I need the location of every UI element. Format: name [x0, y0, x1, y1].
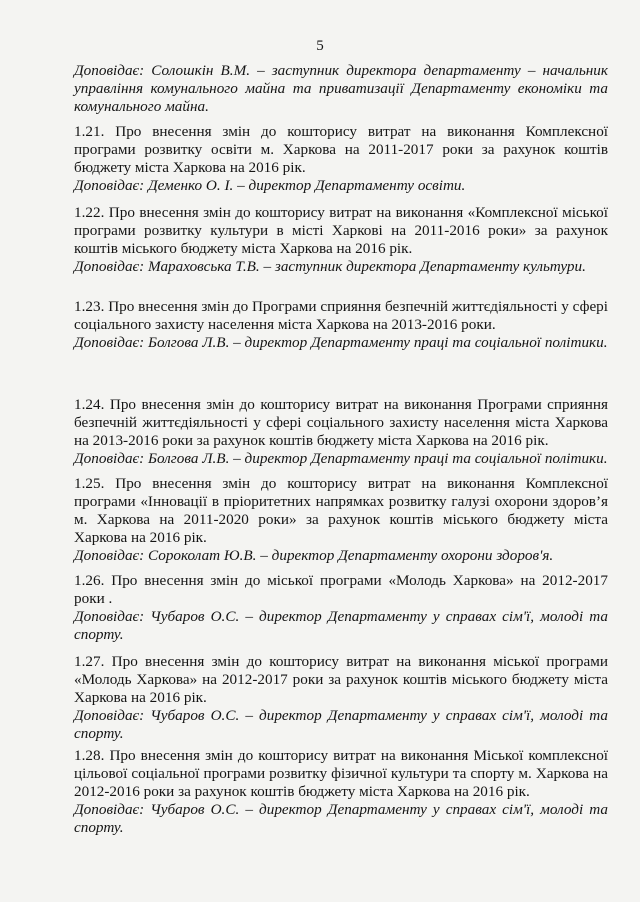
agenda-item-text	[74, 653, 608, 707]
agenda-item-text	[74, 396, 608, 450]
speaker-line: Доповідає: Чубаров О.С. – директор Департаменту у справах сім'ї, молоді та спорту.	[74, 801, 608, 836]
item-text: Про внесення змін до кошторису витрат на виконання Програми сприяння безпечній життєдіяльності у сфері соціального захисту населення міста Харкова на 2013-2016 роки за рахунок коштів бюджету міста Харкова на 2016 рік.	[74, 396, 608, 449]
item-text: Про внесення змін до Програми сприяння безпечній життєдіяльності у сфері соціального захисту населення міста Харкова на 2013-2016 роки.	[74, 298, 608, 333]
agenda-item-1-24	[74, 396, 608, 468]
speaker-line: Доповідає: Сороколат Ю.В. – директор Департаменту охорони здоров'я.	[74, 547, 554, 564]
agenda-item-text	[74, 204, 608, 258]
agenda-item-1-25	[74, 475, 608, 565]
item-number: 1.23.	[74, 298, 105, 315]
speaker-line: Доповідає: Чубаров О.С. – директор Департаменту у справах сім'ї, молоді та спорту.	[74, 608, 608, 643]
item-text: Про внесення змін до кошторису витрат на виконання Комплексної програми розвитку освіти м. Харкова на 2011-2017 роки за рахунок коштів бюджету міста Харкова на 2016 рік.	[74, 123, 609, 176]
agenda-item-text	[74, 298, 608, 334]
page-number: 5	[316, 38, 324, 54]
item-number: 1.24.	[74, 396, 105, 413]
agenda-item-text	[74, 572, 608, 608]
speaker-line: Доповідає: Мараховська Т.В. – заступник директора Департаменту культури.	[74, 258, 586, 275]
agenda-item-text	[74, 123, 608, 177]
item-number: 1.22.	[74, 204, 105, 221]
item-text: Про внесення змін до кошторису витрат на виконання Комплексної програми «Інновації в пріоритетних напрямках розвитку галузі охорони здоров’я м. Харкова на 2011-2020 роки» за рахунок коштів міського бюджету міста Харкова на 2016 рік.	[74, 475, 609, 546]
item-number: 1.21.	[74, 123, 105, 140]
speaker-line: Доповідає: Деменко О. І. – директор Департаменту освіти.	[74, 177, 466, 194]
speaker-line: Доповідає: Чубаров О.С. – директор Департаменту у справах сім'ї, молоді та спорту.	[74, 707, 608, 742]
item-number: 1.26.	[74, 572, 105, 589]
agenda-item-1-28	[74, 747, 608, 837]
item-text: Про внесення змін до кошторису витрат на виконання «Комплексної міської програми розвитку культури в місті Харкові на 2011-2016 роки» за рахунок коштів міського бюджету міста Харкова на 2016 рік.	[74, 204, 608, 257]
speaker-line: Доповідає: Болгова Л.В. – директор Департаменту праці та соціальної політики.	[74, 450, 608, 467]
item-text: Про внесення змін до міської програми «Молодь Харкова» на 2012-2017 роки .	[74, 572, 608, 607]
agenda-item-text	[74, 747, 608, 801]
agenda-item-1-27	[74, 653, 608, 743]
agenda-item-1-22	[74, 204, 608, 276]
item-number: 1.27.	[74, 653, 105, 670]
agenda-item-1-21	[74, 123, 608, 195]
speaker-line: Доповідає: Солошкін В.М. – заступник директора департаменту – начальник управління комунального майна та приватизації Департаменту економіки та комунального майна.	[74, 62, 608, 115]
intro-block	[74, 62, 608, 116]
item-text: Про внесення змін до кошторису витрат на виконання Міської комплексної цільової соціальної програми розвитку фізичної культури та спорту м. Харкова на 2012-2016 роки за рахунок коштів бюджету міста Харкова на 2016 рік.	[74, 747, 609, 800]
item-number: 1.28.	[74, 747, 105, 764]
agenda-item-1-23	[74, 298, 608, 352]
agenda-item-text	[74, 475, 608, 547]
item-number: 1.25.	[74, 475, 105, 492]
speaker-line: Доповідає: Болгова Л.В. – директор Департаменту праці та соціальної політики.	[74, 334, 608, 351]
agenda-item-1-26	[74, 572, 608, 644]
item-text: Про внесення змін до кошторису витрат на виконання міської програми «Молодь Харкова» на 2012-2017 роки за рахунок коштів міського бюджету міста Харкова на 2016 рік.	[74, 653, 609, 706]
